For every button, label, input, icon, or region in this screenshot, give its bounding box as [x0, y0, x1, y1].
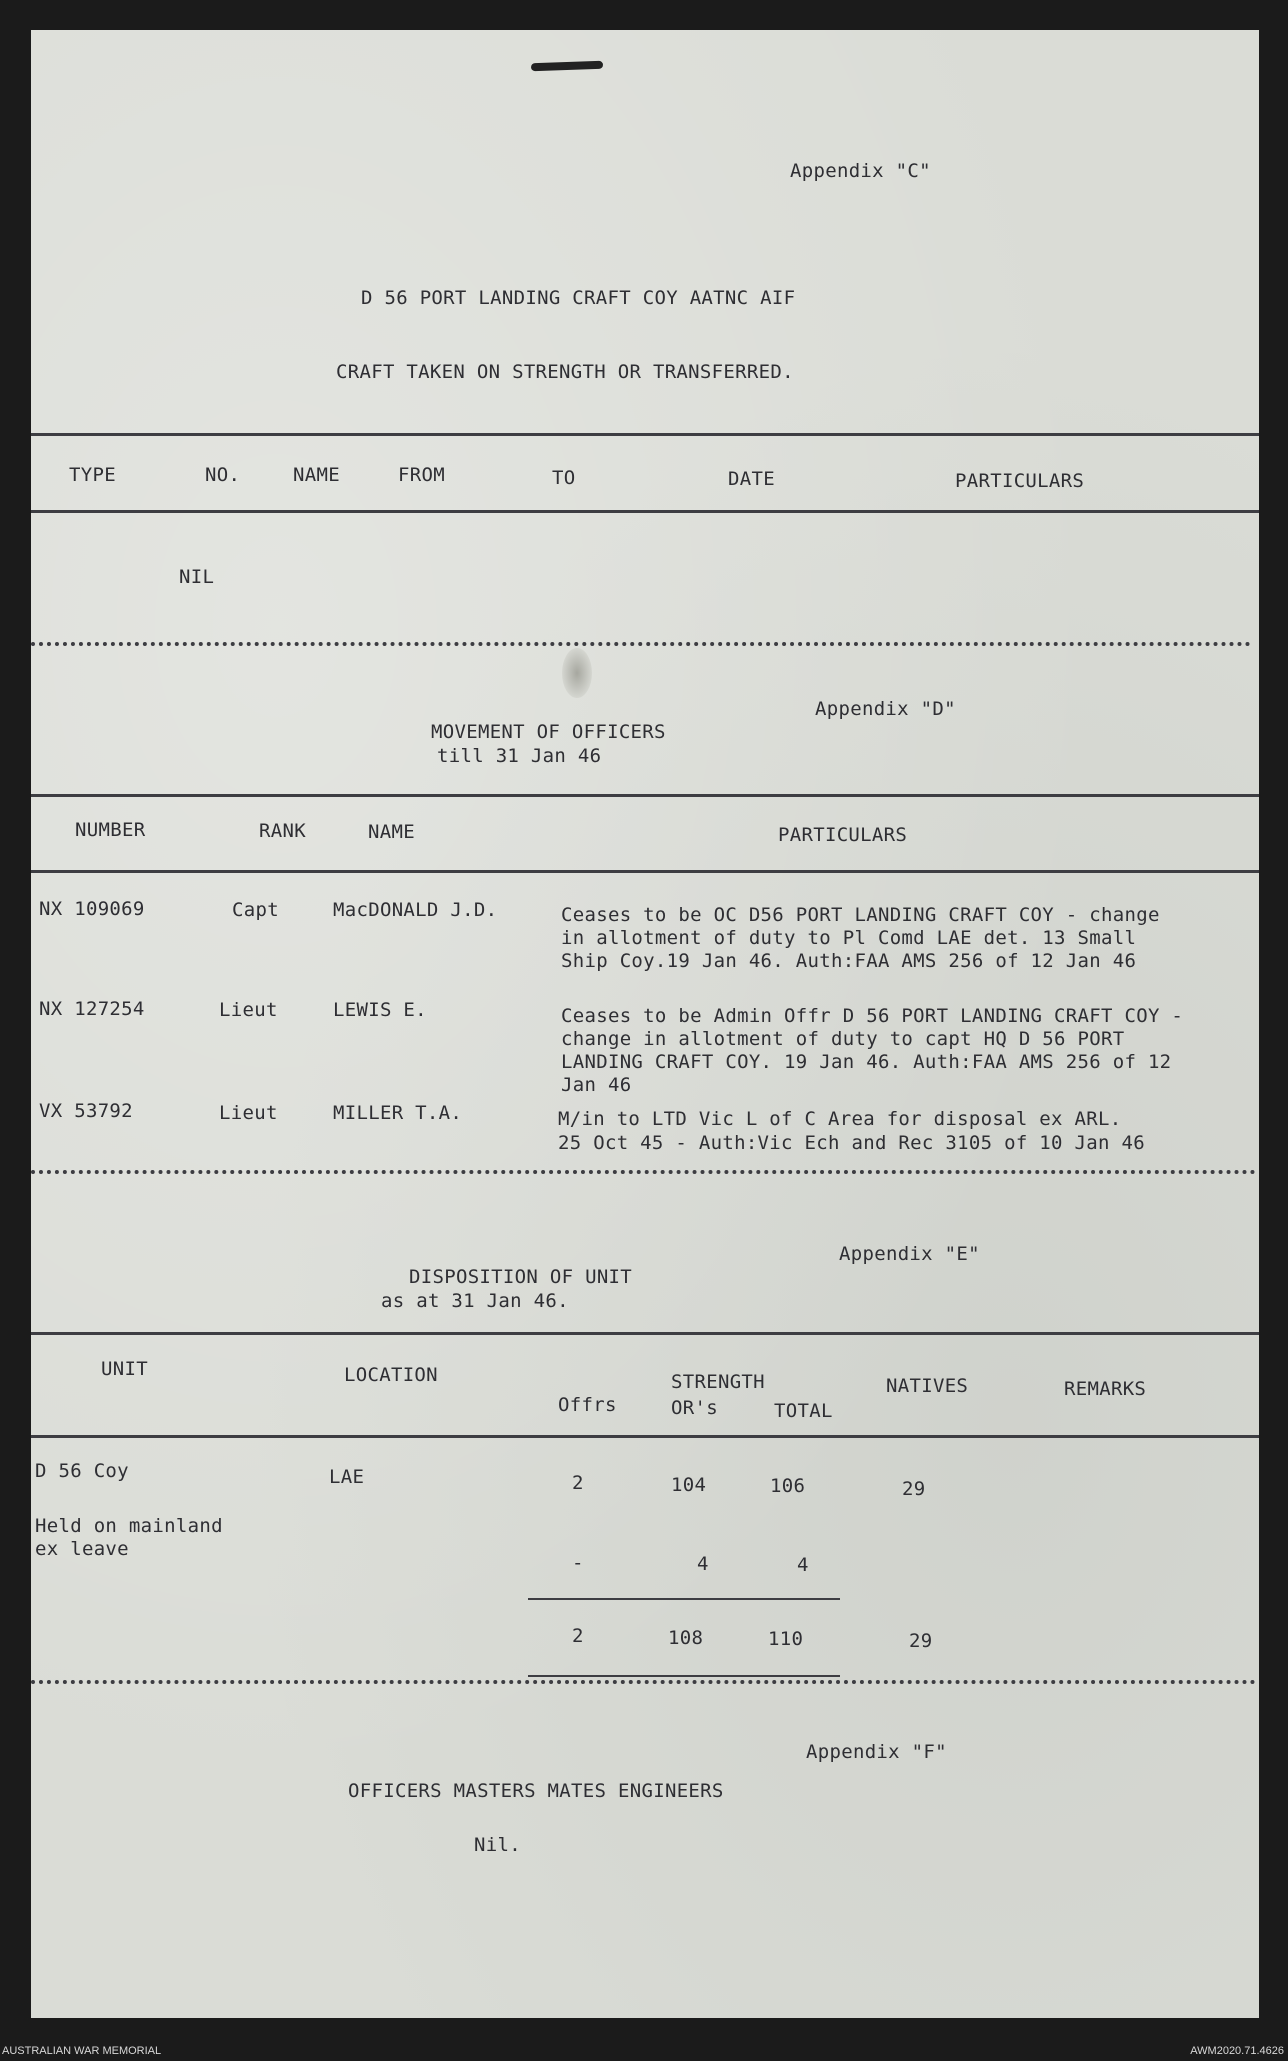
col-header-ors: OR's	[671, 1397, 718, 1419]
officer-name: MacDONALD J.D.	[333, 899, 498, 921]
section-divider	[31, 1170, 1256, 1174]
appendix-f-title: OFFICERS MASTERS MATES ENGINEERS	[348, 1780, 724, 1802]
col-header-remarks: REMARKS	[1064, 1378, 1147, 1400]
col-header-strength: STRENGTH	[671, 1371, 765, 1393]
officer-particulars-line: in allotment of duty to Pl Comd LAE det. 13 Small	[561, 927, 1137, 949]
ors-value: 4	[697, 1553, 709, 1575]
ors-value: 104	[671, 1474, 707, 1496]
table-rule	[31, 1435, 1259, 1438]
col-header-offrs: Offrs	[558, 1394, 617, 1416]
appendix-c-nil: NIL	[179, 566, 215, 588]
table-rule	[31, 870, 1259, 873]
total-underline	[528, 1675, 840, 1677]
ors-total: 108	[668, 1627, 704, 1649]
col-header-unit: UNIT	[101, 1358, 148, 1380]
appendix-c-title: D 56 PORT LANDING CRAFT COY AATNC AIF	[361, 287, 796, 309]
col-header-date: DATE	[728, 468, 775, 490]
footer-credit: AUSTRALIAN WAR MEMORIAL	[2, 2045, 162, 2057]
officer-name: MILLER T.A.	[333, 1102, 463, 1124]
appendix-d-label: Appendix "D"	[815, 698, 956, 720]
officer-particulars-line: 25 Oct 45 - Auth:Vic Ech and Rec 3105 of 10 Jan 46	[558, 1132, 1145, 1154]
table-rule	[31, 1332, 1259, 1335]
table-rule	[31, 794, 1259, 797]
col-header-total: TOTAL	[774, 1400, 833, 1422]
col-header-rank: RANK	[259, 820, 306, 842]
appendix-e-subtitle: as at 31 Jan 46.	[381, 1290, 569, 1312]
officer-particulars-line: Ceases to be Admin Offr D 56 PORT LANDING CRAFT COY -	[561, 1005, 1184, 1027]
appendix-e-title: DISPOSITION OF UNIT	[409, 1266, 633, 1288]
officer-number: NX 127254	[39, 998, 145, 1020]
col-header-name: NAME	[368, 821, 415, 843]
table-rule	[31, 433, 1259, 436]
col-header-natives: NATIVES	[886, 1375, 969, 1397]
table-rule	[31, 510, 1259, 513]
officer-number: NX 109069	[39, 898, 145, 920]
offrs-total: 2	[572, 1625, 584, 1647]
officer-rank: Lieut	[219, 999, 278, 1021]
total-value: 106	[770, 1475, 806, 1497]
natives-total: 29	[909, 1630, 933, 1652]
section-divider	[31, 642, 1251, 646]
paper-clip-mark	[531, 61, 603, 72]
punch-hole-mark	[562, 648, 592, 698]
offrs-value: 2	[572, 1472, 584, 1494]
col-header-number: NUMBER	[75, 819, 146, 841]
appendix-c-subtitle: CRAFT TAKEN ON STRENGTH OR TRANSFERRED.	[336, 361, 794, 383]
natives-value: 29	[902, 1478, 926, 1500]
total-total: 110	[768, 1628, 804, 1650]
officer-rank: Lieut	[219, 1102, 278, 1124]
appendix-c-label: Appendix "C"	[790, 160, 931, 182]
section-divider	[31, 1680, 1256, 1684]
total-value: 4	[797, 1554, 809, 1576]
col-header-to: TO	[552, 467, 576, 489]
col-header-particulars: PARTICULARS	[778, 824, 908, 846]
appendix-e-label: Appendix "E"	[839, 1243, 980, 1265]
sum-underline	[528, 1598, 840, 1600]
officer-particulars-line: LANDING CRAFT COY. 19 Jan 46. Auth:FAA AMS 256 of 12	[561, 1051, 1172, 1073]
col-header-no: NO.	[205, 464, 241, 486]
officer-particulars-line: change in allotment of duty to capt HQ D 56 PORT	[561, 1028, 1125, 1050]
appendix-d-title: MOVEMENT OF OFFICERS	[431, 721, 666, 743]
officer-name: LEWIS E.	[333, 999, 427, 1021]
col-header-name: NAME	[293, 464, 340, 486]
unit-location: LAE	[329, 1466, 365, 1488]
officer-particulars-line: Jan 46	[561, 1074, 632, 1096]
officer-number: VX 53792	[39, 1100, 133, 1122]
officer-particulars-line: Ceases to be OC D56 PORT LANDING CRAFT COY - change	[561, 904, 1160, 926]
officer-particulars-line: M/in to LTD Vic L of C Area for disposal ex ARL.	[558, 1108, 1122, 1130]
offrs-value: -	[572, 1552, 584, 1574]
unit-name: ex leave	[35, 1538, 129, 1560]
officer-rank: Capt	[232, 899, 279, 921]
appendix-f-label: Appendix "F"	[806, 1741, 947, 1763]
appendix-f-nil: Nil.	[474, 1834, 521, 1856]
col-header-from: FROM	[398, 464, 445, 486]
document-page	[31, 30, 1259, 2018]
footer-accession-number: AWM2020.71.4626	[1190, 2045, 1284, 2057]
unit-name: Held on mainland	[35, 1515, 223, 1537]
col-header-location: LOCATION	[344, 1364, 438, 1386]
unit-name: D 56 Coy	[35, 1460, 129, 1482]
appendix-d-subtitle: till 31 Jan 46	[437, 745, 602, 767]
officer-particulars-line: Ship Coy.19 Jan 46. Auth:FAA AMS 256 of 12 Jan 46	[561, 950, 1137, 972]
col-header-type: TYPE	[69, 464, 116, 486]
col-header-particulars: PARTICULARS	[955, 470, 1085, 492]
